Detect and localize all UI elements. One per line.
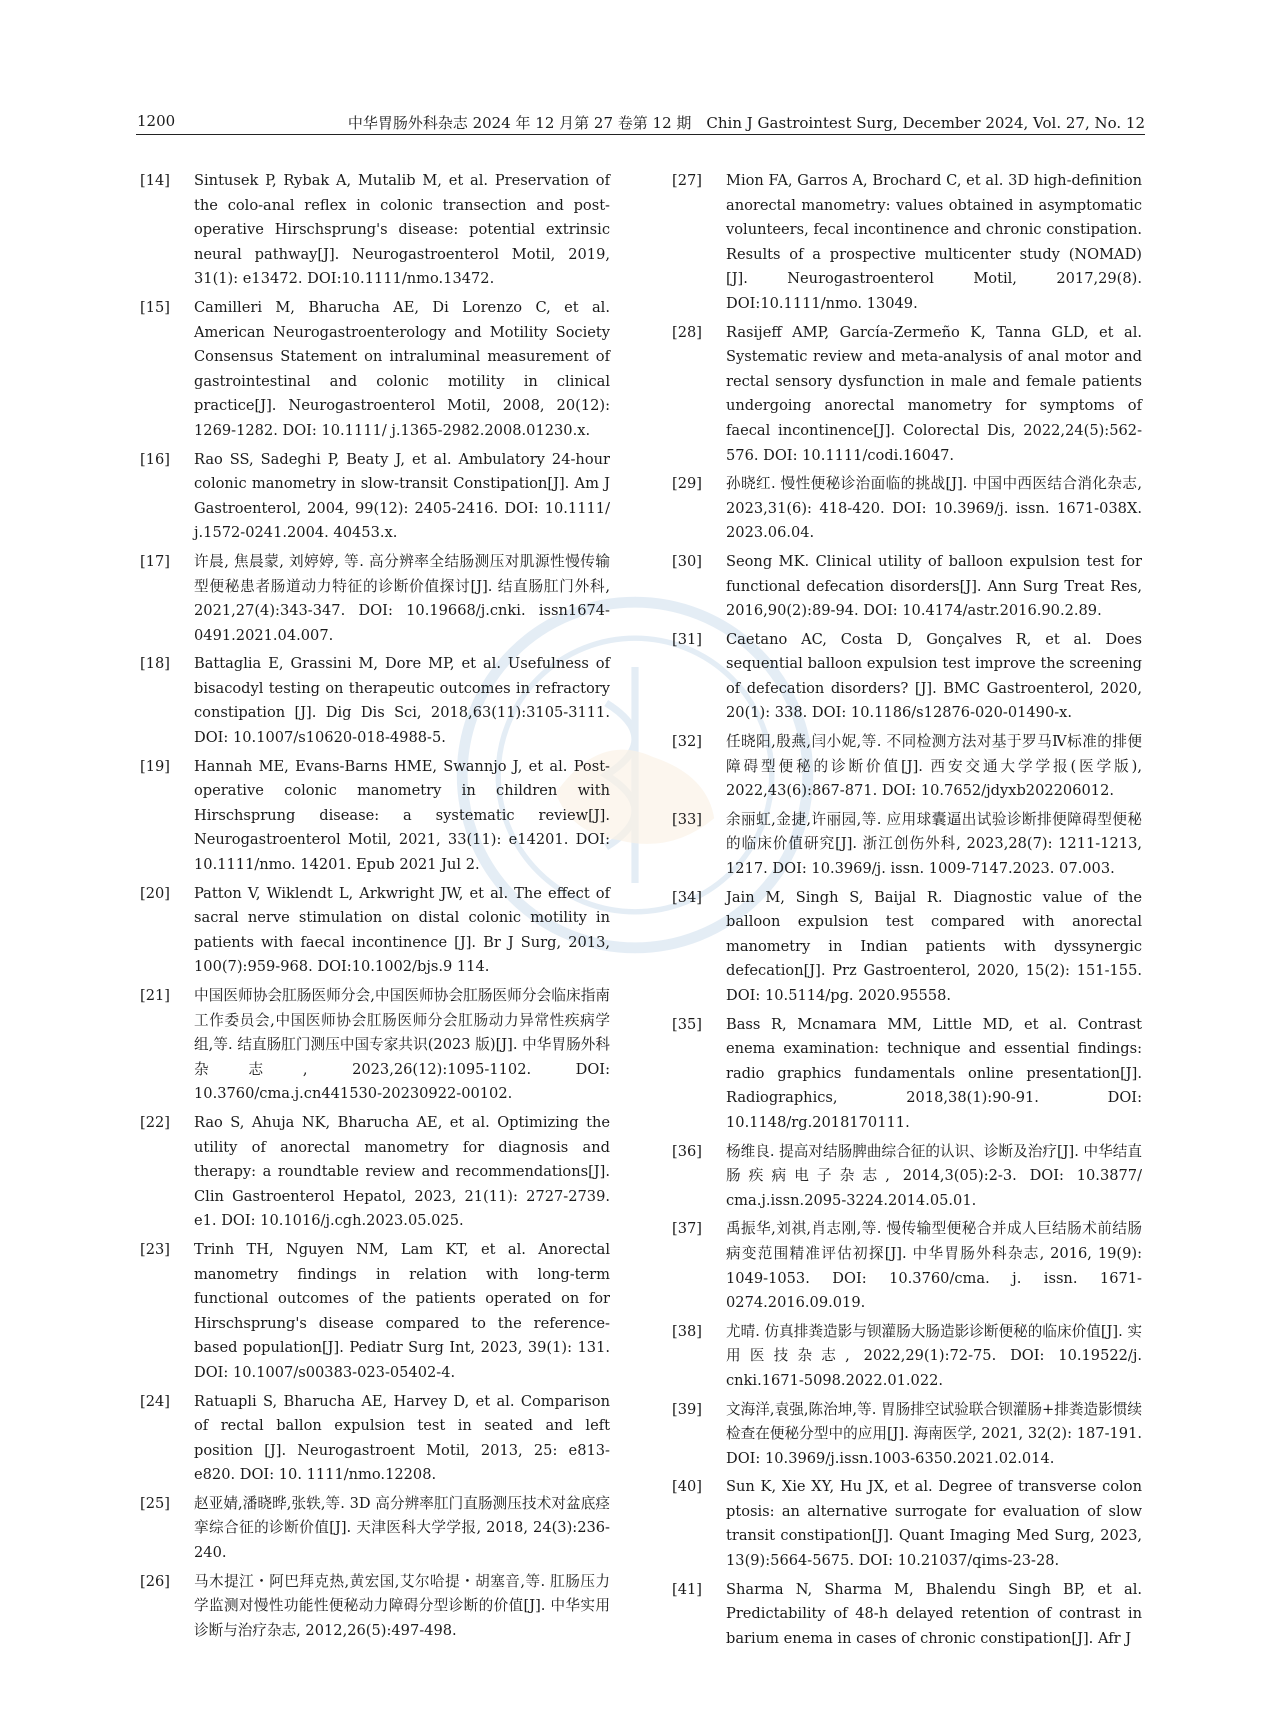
reference-text: 文海洋,袁强,陈治坤,等. 胃肠排空试验联合钡灌肠+排粪造影惯续检查在便秘分型中的应用[J]. 海南医学, 2021, 32(2): 187-191. DOI: 10.3969/j.issn.1003-6350.2021.02.014.: [726, 1400, 1142, 1467]
reference-text: 赵亚婧,潘晓晔,张轶,等. 3D 高分辨率肛门直肠测压技术对盆底痉挛综合征的诊断价值[J]. 天津医科大学学报, 2018, 24(3):236-240.: [194, 1494, 610, 1562]
reference-number: [38]: [672, 1322, 702, 1340]
reference-text: Sharma N, Sharma M, Bhalendu Singh BP, et al. Predictability of 48-h delayed retention of contrast in barium enema in cases of chronic constipation[J]. Afr J: [726, 1580, 1142, 1647]
reference-item: [140, 448, 610, 546]
reference-item: [140, 1492, 610, 1566]
reference-item: [140, 882, 610, 980]
reference-item: [672, 628, 1142, 726]
reference-text: Rasijeff AMP, García-Zermeño K, Tanna GLD, et al. Systematic review and meta-analysis of anal motor and rectal sensory dysfunction in male and female patients undergoing anorectal manometry for symptoms of faecal incontinence[J]. Colorectal Dis, 2022,24(5):562-576. DOI: 10.1111/codi.16047.: [726, 323, 1142, 464]
reference-number: [41]: [672, 1580, 702, 1598]
reference-number: [32]: [672, 733, 702, 751]
reference-item: [672, 169, 1142, 317]
reference-text: 马木提江・阿巴拜克热,黄宏国,艾尔哈提・胡塞音,等. 肛肠压力学监测对慢性功能性便秘动力障碍分型诊断的价值[J]. 中华实用诊断与治疗杂志, 2012,26(5):497-498.: [194, 1572, 610, 1639]
reference-item: [672, 1398, 1142, 1472]
reference-number: [25]: [140, 1494, 170, 1512]
reference-text: Bass R, Mcnamara MM, Little MD, et al. Contrast enema examination: technique and essential findings: radio graphics fundamentals online presentation[J]. Radiographics, 2018,38(1):90-91. DOI: 10.1148/rg.2018170111.: [726, 1015, 1142, 1131]
reference-text: Caetano AC, Costa D, Gonçalves R, et al. Does sequential balloon expulsion test improve the screening of defecation disorders? [J]. BMC Gastroenterol, 2020, 20(1): 338. DOI: 10.1186/s12876-020-01490-x.: [726, 630, 1142, 722]
reference-number: [23]: [140, 1240, 170, 1258]
reference-item: [140, 1570, 610, 1644]
reference-text: Patton V, Wiklendt L, Arkwright JW, et al. The effect of sacral nerve stimulation on distal colonic motility in patients with faecal incontinence [J]. Br J Surg, 2013, 100(7):959-968. DOI:10.1002/bjs.9 114.: [194, 884, 610, 976]
reference-text: 许晨, 焦晨蒙, 刘婷婷, 等. 高分辨率全结肠测压对肌源性慢传输型便秘患者肠道动力特征的诊断价值探讨[J]. 结直肠肛门外科, 2021,27(4):343-347. DOI: 10.19668/j.cnki. issn1674-0491.2021.04.007.: [194, 552, 610, 644]
reference-text: 尤晴. 仿真排粪造影与钡灌肠大肠造影诊断便秘的临床价值[J]. 实用医技杂志, 2022,29(1):72-75. DOI: 10.19522/j. cnki.1671-5098.2022.01.022.: [726, 1322, 1142, 1389]
reference-number: [14]: [140, 172, 170, 189]
reference-number: [24]: [140, 1392, 170, 1410]
reference-item: [140, 296, 610, 444]
reference-number: [33]: [672, 810, 702, 828]
reference-item: [140, 984, 610, 1107]
reference-item: [140, 652, 610, 750]
page-number: 1200: [137, 112, 176, 130]
reference-text: 余丽虹,金捷,许丽园,等. 应用球囊逼出试验诊断排便障碍型便秘的临床价值研究[J]. 浙江创伤外科, 2023,28(7): 1211-1213, 1217. DOI: 10.3969/j. issn. 1009-7147.2023. 07.003.: [726, 810, 1142, 878]
reference-item: [140, 169, 610, 292]
header-rule: [136, 134, 1145, 135]
reference-item: [672, 472, 1142, 546]
reference-item: [672, 321, 1142, 469]
reference-text: 孙晓红. 慢性便秘诊治面临的挑战[J]. 中国中西医结合消化杂志, 2023,31(6): 418-420. DOI: 10.3969/j. issn. 1671-038X. 2023.06.04.: [726, 475, 1142, 542]
reference-text: Sintusek P, Rybak A, Mutalib M, et al. Preservation of the colo-anal reflex in colonic transection and post-operative Hirschsprung's disease: potential extrinsic neural pathway[J]. Neurogastroenterol Motil, 2019, 31(1): e13472. DOI:10.1111/nmo.13472.: [194, 172, 610, 288]
reference-item: [672, 1320, 1142, 1394]
reference-text: Sun K, Xie XY, Hu JX, et al. Degree of transverse colon ptosis: an alternative surrogate for evaluation of slow transit constipation[J]. Quant Imaging Med Surg, 2023, 13(9):5664-5675. DOI: 10.21037/qims-23-28.: [726, 1478, 1142, 1570]
running-header: 中华胃肠外科杂志 2024 年 12 月第 27 卷第 12 期 Chin J Gastrointest Surg, December 2024, Vol. 27, No. 12: [347, 114, 1145, 132]
reference-text: 禹振华,刘祺,肖志刚,等. 慢传输型便秘合并成人巨结肠术前结肠病变范围精准评估初探[J]. 中华胃肠外科杂志, 2016, 19(9): 1049-1053. DOI: 10.3760/cma. j. issn. 1671-0274.2016.09.019.: [726, 1220, 1142, 1312]
reference-number: [35]: [672, 1015, 702, 1033]
reference-number: [20]: [140, 884, 170, 902]
reference-item: [140, 1238, 610, 1386]
reference-number: [22]: [140, 1113, 170, 1131]
reference-text: Battaglia E, Grassini M, Dore MP, et al. Usefulness of bisacodyl testing on therapeutic outcomes in refractory constipation [J]. Dig Dis Sci, 2018,63(11):3105-3111. DOI: 10.1007/s10620-018-4988-5.: [194, 655, 610, 747]
reference-item: [672, 1217, 1142, 1315]
reference-text: Rao SS, Sadeghi P, Beaty J, et al. Ambulatory 24-hour colonic manometry in slow-transit Constipation[J]. Am J Gastroenterol, 2004, 99(12): 2405-2416. DOI: 10.1111/ j.1572-0241.2004. 40453.x.: [194, 450, 610, 542]
reference-text: 杨维良. 提高对结肠脾曲综合征的认识、诊断及治疗[J]. 中华结直肠疾病电子杂志, 2014,3(05):2-3. DOI: 10.3877/ cma.j.issn.2095-3224.2014.05.01.: [726, 1142, 1142, 1209]
reference-text: Jain M, Singh S, Baijal R. Diagnostic value of the balloon expulsion test compared with anorectal manometry in Indian patients with dyssynergic defecation[J]. Prz Gastroenterol, 2020, 15(2): 151-155. DOI: 10.5114/pg. 2020.95558.: [726, 888, 1142, 1004]
reference-text: Hannah ME, Evans-Barns HME, Swannjo J, et al. Post-operative colonic manometry in children with Hirschsprung disease: a systematic review[J]. Neurogastroenterol Motil, 2021, 33(11): e14201. DOI: 10.1111/nmo. 14201. Epub 2021 Jul 2.: [194, 757, 610, 874]
reference-text: 中国医师协会肛肠医师分会,中国医师协会肛肠医师分会临床指南工作委员会,中国医师协会肛肠医师分会肛肠动力异常性疾病学组,等. 结直肠肛门测压中国专家共识(2023 版)[J]. 中华胃肠外科杂志, 2023,26(12):1095-1102. DOI: 10.3760/cma.j.cn441530-20230922-00102.: [194, 987, 610, 1103]
reference-item: [140, 550, 610, 648]
reference-number: [27]: [672, 172, 702, 189]
reference-item: [140, 1111, 610, 1234]
reference-item: [672, 1140, 1142, 1214]
reference-text: 任晓阳,殷燕,闫小妮,等. 不同检测方法对基于罗马Ⅳ标准的排便障碍型便秘的诊断价值[J]. 西安交通大学学报(医学版), 2022,43(6):867-871. DOI: 10.7652/jdyxb202206012.: [726, 733, 1142, 800]
reference-text: Seong MK. Clinical utility of balloon expulsion test for functional defecation disorders[J]. Ann Surg Treat Res, 2016,90(2):89-94. DOI: 10.4174/astr.2016.90.2.89.: [726, 552, 1142, 620]
reference-number: [31]: [672, 630, 702, 648]
reference-item: [672, 886, 1142, 1009]
reference-number: [19]: [140, 757, 170, 775]
reference-item: [140, 1390, 610, 1488]
reference-number: [18]: [140, 655, 170, 673]
reference-number: [40]: [672, 1478, 702, 1496]
reference-text: Ratuapli S, Bharucha AE, Harvey D, et al. Comparison of rectal ballon expulsion test in seated and left position [J]. Neurogastroent Motil, 2013, 25: e813-e820. DOI: 10. 1111/nmo.12208.: [194, 1392, 610, 1484]
reference-list-left: [140, 169, 610, 1647]
reference-text: Rao S, Ahuja NK, Bharucha AE, et al. Optimizing the utility of anorectal manometry for diagnosis and therapy: a roundtable review and recommendations[J]. Clin Gastroenterol Hepatol, 2023, 21(11): 2727-2739. e1. DOI: 10.1016/j.cgh.2023.05.025.: [194, 1113, 610, 1230]
reference-number: [26]: [140, 1572, 170, 1590]
reference-text: Trinh TH, Nguyen NM, Lam KT, et al. Anorectal manometry findings in relation with long-term functional outcomes of the patients operated on for Hirschsprung's disease compared to the reference-based population[J]. Pediatr Surg Int, 2023, 39(1): 131. DOI: 10.1007/s00383-023-05402-4.: [194, 1240, 610, 1381]
reference-text: Mion FA, Garros A, Brochard C, et al. 3D high-definition anorectal manometry: values obtained in asymptomatic volunteers, fecal incontinence and chronic constipation. Results of a prospective multicenter study (NOMAD) [J]. Neurogastroenterol Motil, 2017,29(8). DOI:10.1111/nmo. 13049.: [726, 172, 1142, 312]
reference-item: [672, 550, 1142, 624]
reference-number: [34]: [672, 888, 702, 906]
reference-list-right: [672, 169, 1142, 1655]
reference-number: [29]: [672, 475, 702, 493]
reference-item: [672, 1013, 1142, 1136]
reference-number: [15]: [140, 298, 170, 316]
reference-item: [672, 1578, 1142, 1652]
reference-item: [140, 755, 610, 878]
reference-item: [672, 730, 1142, 804]
reference-number: [36]: [672, 1142, 702, 1160]
reference-text: Camilleri M, Bharucha AE, Di Lorenzo C, et al. American Neurogastroenterology and Motility Society Consensus Statement on intraluminal measurement of gastrointestinal and colonic motility in clinical practice[J]. Neurogastroenterol Motil, 2008, 20(12): 1269-1282. DOI: 10.1111/ j.1365-2982.2008.01230.x.: [194, 298, 610, 439]
reference-number: [16]: [140, 450, 170, 468]
reference-number: [39]: [672, 1400, 702, 1418]
reference-number: [28]: [672, 323, 702, 341]
reference-item: [672, 1475, 1142, 1573]
reference-number: [21]: [140, 987, 170, 1004]
reference-number: [30]: [672, 552, 702, 570]
reference-number: [17]: [140, 552, 170, 570]
reference-number: [37]: [672, 1220, 702, 1238]
reference-item: [672, 808, 1142, 882]
